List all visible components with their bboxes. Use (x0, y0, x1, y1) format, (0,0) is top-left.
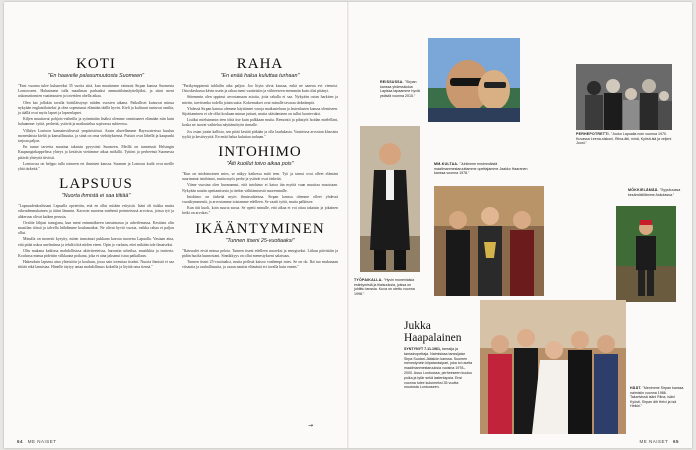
section-heading: IKÄÄNTYMINEN (195, 220, 325, 237)
profile-name-first: Jukka (404, 320, 431, 332)
section-heading: RAHA (236, 56, 284, 72)
section-kicker: "Nuorta ihmistä ei saa tiitiää" (61, 193, 131, 200)
section-kicker: "Äiti kuollut toivo aikaa pois" (226, 161, 294, 168)
article-section (182, 56, 338, 140)
profile-box (404, 320, 474, 390)
magazine-name-right: ME NAISET (639, 439, 669, 444)
body-paragraph: Minulla on monesti kysytty, miten tanssinuri pukkaan kasvaa nuorena Lapualla. Vastaan aina, että pitää uskoa unelmiinsa ja tehdä töitä niiden eteen. Opin jo varhain, ettei mikään tule ilmaiseksi. (18, 237, 174, 247)
travel-selfie-image (428, 38, 520, 122)
caption-family (576, 132, 672, 146)
caption-family-title: PERHEPOTRETTI. (576, 132, 610, 136)
caption-mm-gold-title: MM-KULTAA. (434, 162, 459, 166)
caption-travel-text: "Sirpan kanssa yhdessäoloa Lapissa tapaamme hyviä ystäviä vuonna 2015." (380, 80, 420, 98)
caption-wedding-title: HÄÄT. (630, 386, 642, 390)
caption-workplace-title: TYÖPAIKALLA. (354, 278, 383, 282)
body-paragraph: Olin mukana kaikissa mahdollisissa aktiviteeteissa, harrastin urheilua, musiikkia ja teatteria. Koulussa minua pidettiin vilkkaana poikana, joka ei aina jaksanut istua paikallaan. (18, 248, 174, 259)
article-section (18, 56, 174, 172)
caption-mm-gold (434, 162, 528, 176)
body-paragraph: Kiljen muuttavat pohjois-vaiheilla ja syöminään lisäksi olemme onnistuneet elämään niin kuin haluamme: työtä, perhettä, ystäviä ja matkustelua sopivassa suhteessa. (18, 117, 174, 127)
section-kicker: "Tunnen itseni 25-vuotiaaksi" (225, 237, 295, 244)
wedding-image (480, 300, 626, 434)
section-kicker: "En enää halua kuluttaa turhaan" (220, 73, 300, 79)
body-paragraph: "Parikymppisenä tuhlailin aika paljon. Joo liiyin ulvut kausaa, enkä ne saneua evi vienoisi. Ostoskeskussa kävin usein ja rahaa meni vaatteisiin ja viihteeseen enemmän kuin olisi pitänyt. (182, 84, 338, 94)
profile-bio-text: tanssija ja tanssinopettaja. Naimisissa tanssijatar Sirpa Suutari-Jääskön kanssa. Suomen menestynein kilpatanssipari, joka toi useita maailmanmestaruuksia vuosina 1978–2000. Asuu Lontoossa, perheeseen kuuluu poika ja tytär sekä lastenlapsia. (404, 347, 473, 380)
continue-arrow-icon: → (308, 422, 314, 429)
article-section (182, 221, 338, 271)
photo-family-portrait (576, 64, 672, 130)
photo-travel-selfie (428, 38, 520, 122)
caption-workplace-text: "Hyvin monenlaisia esiintymisiä ja tilaisuuksia, joissa on juhlittu tanssia. Kuva on otettu vuonna 1998." (354, 278, 415, 296)
body-paragraph: Lisäksi mieluimmin teen töitä itse kuin palkkaan muita. Remontit ja pihatyöt hoidan mielelläni, koska ne tuovat vaihtelua näyttämötyön rinnalle. (182, 118, 338, 128)
workplace-suit-image (360, 126, 420, 272)
photo-cottage (616, 206, 676, 302)
section-heading: LAPSUUS (59, 176, 133, 193)
profile-bio-more: Ensi vuonna tulee kuluneeksi 35 vuotta muutosta Lontooseen. (404, 375, 462, 390)
caption-travel-title: REISSUSSA. (380, 80, 404, 84)
magazine-spread (4, 2, 692, 448)
profile-name-last: Haapalainen (404, 332, 462, 344)
body-paragraph: Viime vuosina olen huomannut, että intohimo ei katoa iän myötä vaan muuttaa muotoaan. Nykyään nautin opettamisesta ja tiedon välittämisestä nuoremmille. (182, 183, 338, 193)
body-paragraph: "Ensi vuonna tulee kuluneeksi 35 vuotta siitä, kun muutimme vaimoni Sirpan kanssa Suomesta Lontooseen. Halusimme tulla maailman parhaaksi ammattilaisnäyttelijäksi, ja siinä meni uskomattomien vaatimusten ja toiveiden ohella aikaa. (18, 84, 174, 99)
magazine-name-left: ME NAISET (27, 439, 57, 444)
caption-wedding-text: "Menimme Sirpan kanssa naimisiin vuonna 1986. Takarivissä isäni Riina, isäni Kyösti, Sirpan äiti Helvi ja isä Heikki." (630, 386, 684, 409)
section-heading: KOTI (76, 56, 116, 72)
caption-mm-gold-text: "Juhlimme ensimmäistä maailmanmestaruuttamme opettajamme Jaakko Haaranen kanssa vuonna 1978." (434, 162, 528, 176)
cottage-image (616, 206, 676, 302)
body-paragraph: Lontoossa on helppo tulla toimeen eri ihmisten kanssa. Suomen ja Lontoon kodit ovat meille yhtä tärkeitä." (18, 161, 174, 172)
caption-cottage-text: "Syyskuussa kesämökillämme Askolassa." (628, 188, 681, 197)
page-number-right: 65 (672, 439, 679, 444)
caption-travel (380, 80, 424, 98)
left-column-1 (18, 52, 174, 272)
body-paragraph: En tunne tarvetta muuttaa takaisin pysyvästi Suomeen. Meillä on tunnetusti Helsingin Kaupunginkappelissa yhteys ja kesäisin vietämme aikaa mökillä. Tyttöni ja perheensä Suomessa pitävät yhteyttä tiiviisti. (18, 145, 174, 160)
caption-cottage (628, 188, 688, 197)
photo-wedding (480, 300, 626, 434)
photo-championship (434, 186, 544, 296)
section-heading: INTOHIMO (218, 144, 302, 161)
championship-image (434, 186, 544, 296)
body-paragraph: Ovaltie lähjasi tansqjana, kun meni enimmäkseen tanssimassa ja urheilemassa. Kesäisin olin maatilan töissä ja talvella hiihdimme koulumatkat. Ne olivat hyviä vuosia, vaikka rahaa ei paljon ollut. (18, 220, 174, 236)
left-footer (14, 439, 57, 444)
body-paragraph: Intohimo on tärkeää myös ihmissuhteissa. Sirpan kanssa olemme olleet yhdessä vuosikymmeniä, ja arvostamme toisiamme edelleen. Se vaatii työtä, mutta palkitsee. (182, 194, 338, 205)
body-paragraph: Olen kai jollakin tavalla brittiläistynyt näiden vuosien aikana. Paikalliset kutsuvat minua nykyään englantilaiseksi ja olen sopeutunut elämään täällä hyvin. Kieli ja kulttuuri tuntuvat omilta, ja täällä ovat myös lapset ja lapsenlapset. (18, 100, 174, 116)
body-paragraph: Kun äiti kuoli, koin suurta surua. Se opetti minulle, että aikaa ei voi ottaa takaisin ja jokainen hetki on arvokas." (182, 206, 338, 216)
body-paragraph: Jos ostan jotain kallista, sen pitää kestää pitkään ja olla laadukasta. Vaatteissa arvostan klassista tyyliä ja kestävyyttä. En enää halua kuluttaa turhaan." (182, 129, 338, 139)
article-section (182, 144, 338, 217)
body-paragraph: Yhdessä Sirpan kanssa olemme käyttäneet varoja matkusteluun ja lastenlasten kanssa olemiseen. Sijoittaminen ei ole ollut koskaan minun juttuni, mutta säästäminen on tullut luontevaksi. (182, 106, 338, 117)
left-column-2 (182, 52, 338, 271)
body-paragraph: "Kun on intohimoinen mies, se näkyy kaikessa mitä teen. Työ ja tanssi ovat olleet elämäni suurimmat intohimot, mutta myös perhe ja ystävät ovat tärkeitä. (182, 172, 338, 182)
caption-wedding (630, 386, 684, 409)
photo-workplace-suit (360, 126, 420, 272)
section-kicker: "En haaveile palasumuutosta Suomeen" (47, 73, 145, 79)
article-section (18, 176, 174, 270)
body-paragraph: "Lapsuudenkodissani Lapualla opetettiin, että en ollut mitään erityistä. Isäni oli tiukka mutta oikeudenmukainen ja äitini lämmin. Kasvoin nuorena miehenä perinteisissä arvoissa, joissa työ ja ahkeruus olivat kaiken perusta. (18, 204, 174, 219)
caption-cottage-title: MÖKKIELÄMÄÄ. (628, 188, 659, 192)
profile-bio-lead: SYNTYNYT 7.11.1961, (404, 347, 441, 351)
page-gutter (347, 2, 349, 448)
profile-bio (404, 347, 474, 390)
body-paragraph: Villalyn Lontoon kansainvälisessä ympäristössä. Asuin alueellamme Bayswaterissa kuuluu monenlaista kieltä ja kansallisuutta, ja siinä on oma viehätyksensä. Puistot ovat lähellä ja kaupunki tarjoaa paljon. (18, 128, 174, 144)
body-paragraph: Sittemmin olen oppinut arvostamaan asioita, joita rahalla ei saa. Nykyään ostan harkiten ja mietin, tarvitsenko todella jotain uutta. Kokemukset ovat minulle tavaraa tärkeämpiä. (182, 95, 338, 105)
right-footer (640, 439, 682, 444)
body-paragraph: Hakeuduin lapsena aina yhteisöön ja kouluun, jossa sain toteuttaa itseäni. Nuorta ihmistä ei saa tiitiää eikä lannistaa. Hänelle täytyy antaa mahdollisuus kokeilla ja löytää oma tiensä." (18, 260, 174, 270)
body-paragraph: "Ikävuodet eivät minua pelota. Tunnen itseni edelleen nuoreksi ja energiseksi. Liikun päivittäin ja pidän huolta kunnostani. Sinnikkyys on ollut menestykseni salaisuus. (182, 248, 338, 258)
page-number-left: 64 (17, 439, 24, 444)
body-paragraph: Tunnen itseni 25-vuotiaaksi, mutta peilistä katsoo vanhempi mies. Se on ok. Ikä tuo mukanaan viisautta ja rauhallisuutta, ja osaan nauttia elämästä eri tavalla kuin ennen." (182, 260, 338, 270)
family-portrait-image (576, 64, 672, 130)
caption-family-text: "Jouko Lapualla noin vuonna 1970. Kuvassa Leena-siskoni, Riina-äiti, minä, Kyösti-isä ja veljeni Jouni." (576, 132, 672, 146)
caption-workplace (354, 278, 416, 296)
